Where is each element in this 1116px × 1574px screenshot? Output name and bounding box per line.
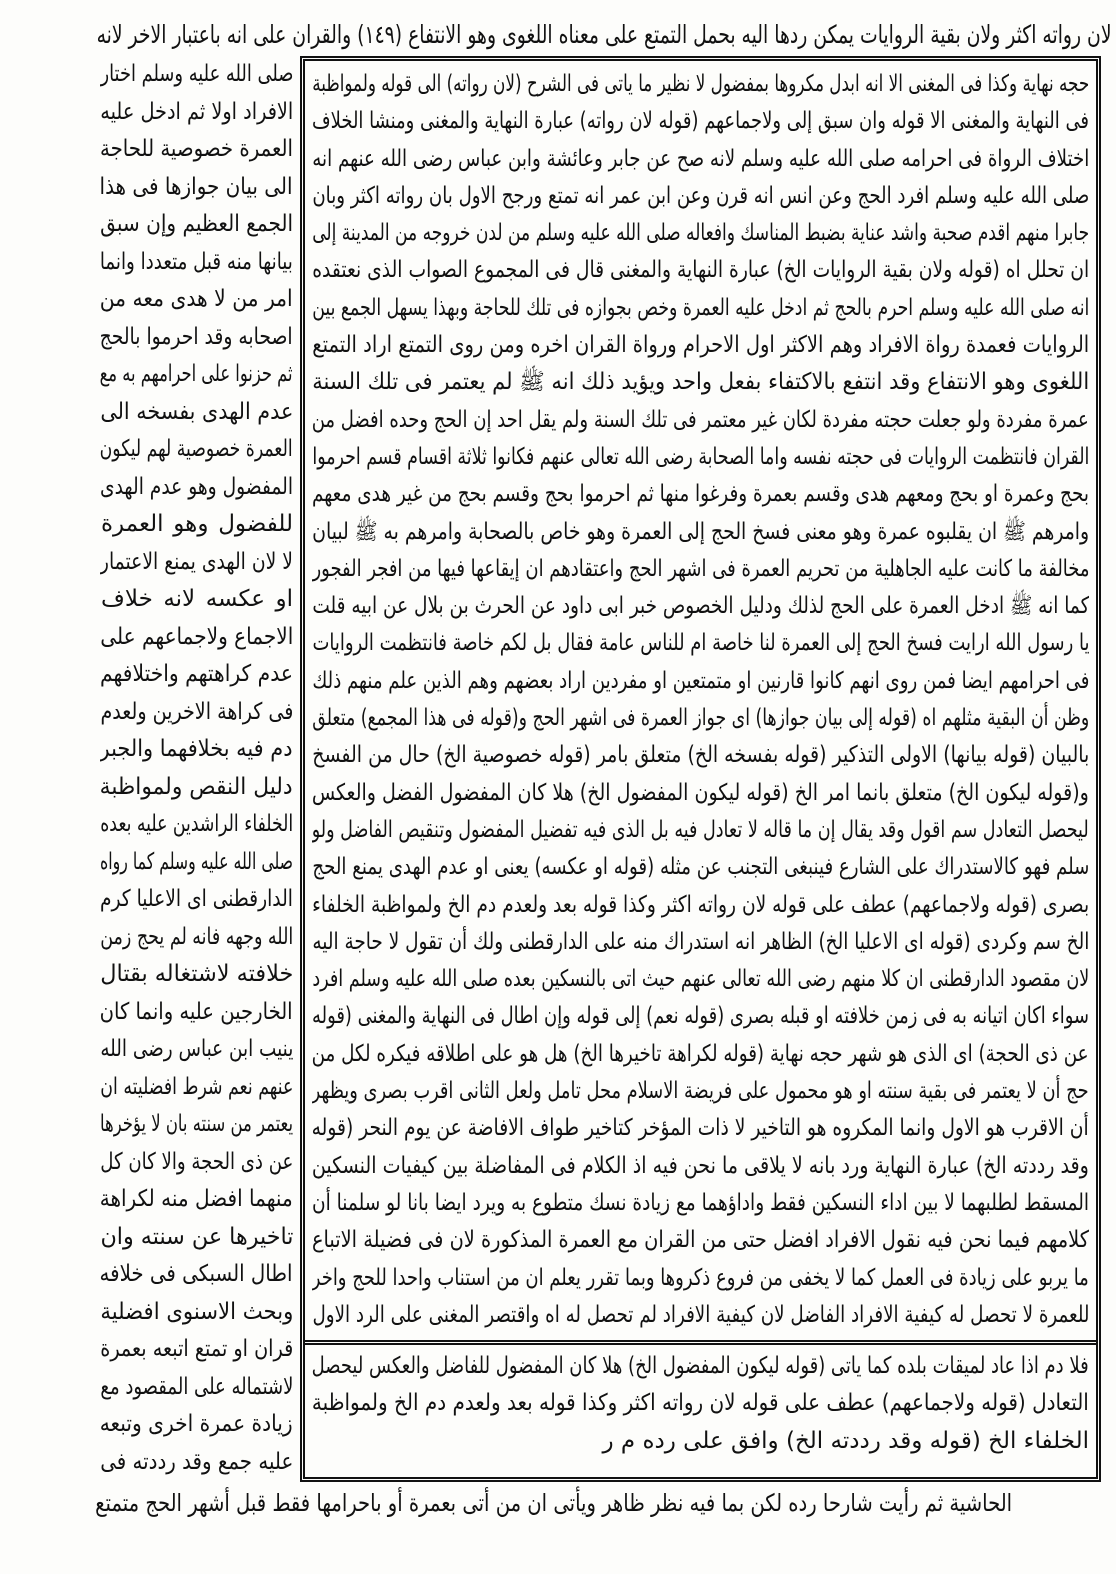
main-text-line-text: صلى الله عليه وسلم اختار xyxy=(100,61,293,87)
main-text-line-text: عليه جمع وقد رددته فى xyxy=(100,1448,293,1475)
commentary-line xyxy=(312,1148,1089,1185)
main-text-line-text: الخلفاء الراشدين عليه بعده xyxy=(100,811,293,837)
main-text-line xyxy=(100,56,293,94)
main-text-line xyxy=(100,1369,293,1407)
main-text-line xyxy=(100,581,293,619)
main-text-line-text: لاشتماله على المقصود مع xyxy=(100,1373,293,1400)
commentary-line-text: فى احرامهم ايضا فمن روى انهم كانوا قارنين او متمتعين او مفردين اراد بعضهم وهم الذين علم منهم ذلك xyxy=(312,667,1089,694)
main-text-line xyxy=(100,1331,293,1369)
main-text-line xyxy=(100,1069,293,1107)
main-text-line-text: بيانها منه قبل متعددا وانما xyxy=(100,248,293,275)
commentary-line xyxy=(312,625,1089,662)
commentary-line xyxy=(312,178,1089,215)
main-text-line xyxy=(100,169,293,207)
main-text-line-text: او عكسه لانه خلاف xyxy=(101,586,293,612)
commentary-line xyxy=(312,514,1089,551)
main-text-line xyxy=(100,1031,293,1069)
commentary-line-text: سواء اكان اتيانه به فى زمن خلافته او قبله بصرى (قوله نعم) إلى قوله وإن اطال فى النهاية والمغنى (قوله xyxy=(312,1003,1089,1030)
commentary-line xyxy=(312,439,1089,476)
main-text-line xyxy=(100,394,293,432)
main-text-line-text: للفضول وهو العمرة xyxy=(101,511,293,537)
commentary-line-text: الخ سم وكردى (قوله اى الاعليا الخ) الظاهر انه استدراك منه على الدارقطنى ولك أن تقول لا حاجة اليه xyxy=(312,928,1089,955)
commentary-line xyxy=(312,737,1089,774)
main-text-line-text: الى بيان جوازها فى هذا xyxy=(100,173,293,200)
commentary-line-text: كما انه ﷺ ادخل العمرة على الحج لذلك ودليل الخصوص خبر ابى داود عن الحرث بن بلال عن ابيه قلت xyxy=(312,593,1089,620)
main-text-line-text: اطال السبكى فى خلافه xyxy=(100,1261,293,1287)
main-text-line xyxy=(100,919,293,957)
commentary-line-text: مخالفة ما كانت عليه الجاهلية من تحريم العمرة فى اشهر الحج واعتقادهم ان إيقاعها فيها من افجر الفجور xyxy=(312,555,1089,582)
main-text-line-text: دليل النقص ولمواظبة xyxy=(100,773,293,800)
commentary-line xyxy=(312,849,1089,886)
commentary-line xyxy=(312,252,1089,289)
main-text-line-text: لا لان الهدى يمنع الاعتمار xyxy=(100,548,293,575)
commentary-line xyxy=(312,1185,1089,1222)
commentary-line xyxy=(312,1110,1089,1147)
commentary-line xyxy=(312,290,1089,327)
commentary-line-text: وامرهم ﷺ ان يقلبوه عمرة وهو معنى فسخ الحج إلى العمرة وهو خاص بالصحابة وامرهم به ﷺ لبيان xyxy=(312,518,1089,545)
commentary-line-text: حج أن لا يعتمر فى بقية سنته او هو محمول على فريضة الاسلام محل تامل ولعل الثانى اقرب بصرى ويظهر xyxy=(312,1078,1089,1105)
main-text-line xyxy=(100,1181,293,1219)
main-text-line-text: امر من لا هدى معه من xyxy=(100,286,293,312)
sub-commentary-line xyxy=(312,1423,1089,1460)
main-text-footer-text: الحاشية ثم رأيت شارحا رده لكن بما فيه نظر ظاهر ويأتى ان من أتى بعمرة أو باحرامها فقط قبل أشهر الحج متمتع xyxy=(95,1489,1012,1517)
main-text-line xyxy=(100,731,293,769)
commentary-line-text: للعمرة لا تحصل له كيفية الافراد الفاضل لان كيفية الافراد لم تحصل له اه واقتصر المغنى على الرد الاول xyxy=(312,1301,1089,1328)
commentary-line-text: فى النهاية والمغنى الا قوله وان سبق إلى ولاجماعهم (قوله لان رواته) عبارة النهاية والمغنى ومنشا الخلاف xyxy=(312,108,1089,135)
main-text-line-text: عدم الهدى بفسخه الى xyxy=(100,398,293,425)
main-text-line-text: الله وجهه فانه لم يحج زمن xyxy=(100,923,293,950)
main-text-line xyxy=(100,656,293,694)
main-text-line-text: ينيب ابن عباس رضى الله xyxy=(100,1036,293,1062)
commentary-line xyxy=(312,663,1089,700)
commentary-line-text: لان مقصود الدارقطنى ان كلا منهم رضى الله تعالى عنهم حيث اتى بالنسكين بعده صلى الله عليه وسلم افرد xyxy=(312,966,1089,993)
main-text-line xyxy=(100,694,293,732)
main-text-line xyxy=(100,956,293,994)
main-text-line-text: يعتمر من سنته بان لا يؤخرها xyxy=(100,1111,293,1137)
commentary-line-text: عن ذى الحجة) اى الذى هو شهر حجه نهاية (قوله لكراهة تاخيرها الخ) هل هو على اطلاقه فيكره لكل من xyxy=(312,1040,1089,1067)
main-text-line xyxy=(100,506,293,544)
main-text-line xyxy=(100,994,293,1032)
running-header xyxy=(97,16,1112,54)
main-text-line-text: عنهم نعم شرط افضليته ان xyxy=(100,1073,293,1100)
main-text-line-text: الجمع العظيم وإن سبق xyxy=(100,211,293,237)
commentary-upper xyxy=(312,66,1089,1334)
main-text-line-text: المفضول وهو عدم الهدى xyxy=(100,473,293,500)
commentary-line xyxy=(312,327,1089,364)
sub-commentary-line-text: فلا دم اذا عاد لميقات بلده كما ياتى (قوله ليكون المفضول الخ) هلا كان المفضول للفاضل والعكس ليحصل xyxy=(312,1353,1089,1379)
sub-commentary-line xyxy=(312,1385,1089,1422)
sub-commentary-line xyxy=(312,1348,1089,1385)
commentary-line xyxy=(312,1297,1089,1334)
commentary-line-text: بالبيان (قوله بيانها) الاولى التذكير (قوله بفسخه الخ) متعلق بامر (قوله خصوصية الخ) حال من الفسخ xyxy=(312,742,1089,769)
commentary-line xyxy=(312,1036,1089,1073)
commentary-line xyxy=(312,812,1089,849)
commentary-line xyxy=(312,775,1089,812)
main-text-line xyxy=(100,1144,293,1182)
header-text-left: والقران على انه باعتبار الاخر لانه xyxy=(97,20,352,49)
commentary-line-text: و(قوله ليكون الخ) متعلق بانما امر الخ (قوله ليكون المفضول الخ) هلا كان المفضول الفضل والعكس xyxy=(312,779,1089,806)
commentary-line xyxy=(312,476,1089,513)
main-text-line xyxy=(100,619,293,657)
main-text-line xyxy=(100,1219,293,1257)
main-text-line-text: العمرة خصوصية للحاجة xyxy=(100,136,293,162)
section-divider xyxy=(305,1340,1096,1345)
commentary-line xyxy=(312,1222,1089,1259)
commentary-line-text: اللغوى وهو الانتفاع وقد انتفع بالاكتفاء بفعل واحد ويؤيد ذلك انه ﷺ لم يعتمر فى تلك السنة xyxy=(312,369,1089,396)
main-text-line-text: خلافته لاشتغاله بقتال xyxy=(100,961,293,987)
main-text-column xyxy=(100,56,293,1481)
main-text-line xyxy=(100,1256,293,1294)
main-text-line xyxy=(100,244,293,282)
commentary-line xyxy=(312,1073,1089,1110)
main-text-line-text: الاجماع ولاجماعهم على xyxy=(100,623,293,650)
main-text-line-text: دم فيه بخلافهما والجبر xyxy=(100,736,293,762)
commentary-line-text: اختلاف الرواة فى احرامه صلى الله عليه وسلم لانه صح عن جابر وعائشة وابن عباس رضى الله عنهم انه xyxy=(312,145,1089,172)
header-text-right: لان رواته اكثر ولان بقية الروايات يمكن ردها اليه بحمل التمتع على معناه اللغوى وهو الانتفاع xyxy=(408,20,1112,49)
main-text-line-text: قران او تمتع اتبعه بعمرة xyxy=(100,1336,293,1362)
main-text-line xyxy=(100,206,293,244)
commentary-line xyxy=(312,141,1089,178)
main-text-line-text: منهما افضل منه لكراهة xyxy=(100,1186,293,1212)
main-text-line-text: ثم حزنوا على احرامهم به مع xyxy=(100,361,293,387)
main-text-line xyxy=(100,844,293,882)
commentary-line-text: انه صلى الله عليه وسلم احرم بالحج ثم ادخل عليه العمرة وخص بجوازه فى تلك للحاجة وبهذا يسهل الجمع بين xyxy=(312,294,1089,321)
commentary-lower xyxy=(312,1348,1089,1460)
main-text-line-text: العمرة خصوصية لهم ليكون xyxy=(100,436,293,462)
main-text-line-text: عن ذى الحجة والا كان كل xyxy=(100,1148,293,1175)
commentary-line xyxy=(312,215,1089,252)
commentary-line-text: بحج وعمرة او بحج ومعهم هدى وقسم بعمرة وفرغوا منها ثم احرموا بحج وقسم بحج من غير هدى معهم xyxy=(312,481,1089,508)
main-text-line xyxy=(100,1444,293,1482)
commentary-line xyxy=(312,1260,1089,1297)
commentary-line-text: وظن أن البقية مثلهم اه (قوله إلى بيان جوازها) اى جواز العمرة فى اشهر الحج و(قوله فى هذا المجمع) متعلق xyxy=(312,705,1089,732)
commentary-line-text: صلى الله عليه وسلم افرد الحج وعن انس انه قرن وعن ابن عمر انه تمتع ورجح الاول بان رواته اكثر وبان xyxy=(312,182,1089,209)
commentary-line-text: المسقط لطلبهما لا بين اداء النسكين فقط واداؤهما مع زيادة نسك متطوع به ويرد ايضا بانا لو سلمنا أن xyxy=(312,1189,1089,1216)
main-text-line xyxy=(100,356,293,394)
commentary-line xyxy=(312,588,1089,625)
running-header-text xyxy=(97,16,1112,54)
main-text-line xyxy=(100,544,293,582)
main-text-line-text: الخارجين عليه وانما كان xyxy=(100,998,293,1025)
main-text-line-text: عدم كراهتهم واختلافهم xyxy=(100,661,293,687)
main-text-line xyxy=(100,431,293,469)
commentary-line-text: كلامهم فيما نحن فيه نقول الافراد افضل حتى من القران مع العمرة المذكورة لان فى فضيلة الاتباع xyxy=(312,1227,1089,1254)
commentary-line xyxy=(312,402,1089,439)
main-text-line xyxy=(100,881,293,919)
commentary-line xyxy=(312,924,1089,961)
commentary-line xyxy=(312,103,1089,140)
commentary-line-text: بصرى (قوله ولاجماعهم) عطف على قوله لان رواته اكثر وكذا قوله بعد ولعدم دم الخ ولمواظبة الخلفاء xyxy=(312,891,1089,918)
commentary-line-text: يا رسول الله ارايت فسخ الحج إلى العمرة لنا خاصة ام للناس عامة فقال بل لكم خاصة فانتظمت الروايات xyxy=(312,630,1089,657)
commentary-line xyxy=(312,961,1089,998)
main-text-line-text: فى كراهة الاخرين ولعدم xyxy=(100,698,293,725)
main-text-line-text: تاخيرها عن سنته وان xyxy=(100,1223,293,1250)
commentary-line-text: أن الاقرب هو الاول وانما المكروه هو التاخير لا ذات المؤخر كتاخير طواف الافاضة عن يوم النحر (قوله xyxy=(312,1115,1089,1142)
commentary-line-text: الروايات فعمدة رواة الافراد وهم الاكثر اول الاحرام ورواة القران اخره ومن روى التمتع اراد التمتع xyxy=(312,332,1089,359)
sub-commentary-line-text: الخلفاء الخ (قوله وقد رددته الخ) وافق على رده م ر xyxy=(602,1427,1089,1454)
main-text-line-text: الدارقطنى اى الاعليا كرم xyxy=(100,886,293,912)
main-text-line xyxy=(100,94,293,132)
commentary-line xyxy=(312,998,1089,1035)
main-text-line-text: اصحابه وقد احرموا بالحج xyxy=(100,323,293,350)
commentary-line-text: سلم فهو كالاستدراك على الشارع فينبغى التجنب عن مثله (قوله او عكسه) يعنى او عدم الهدى يمنع الحج xyxy=(312,854,1089,881)
main-text-line xyxy=(100,469,293,507)
main-text-line xyxy=(100,1106,293,1144)
commentary-line-text: ما يربو على زيادة فى العمل كما لا يخفى من فروع ذكروها وبما تقرر يعلم ان من استناب واحدا للحج واخر xyxy=(312,1264,1089,1291)
main-text-line-text: زيادة عمرة اخرى وتبعه xyxy=(100,1411,293,1437)
main-text-line xyxy=(100,1294,293,1332)
commentary-line xyxy=(312,700,1089,737)
main-text-line xyxy=(100,281,293,319)
main-text-line xyxy=(100,319,293,357)
main-text-footer-line xyxy=(95,1484,1012,1522)
commentary-line-text: القران فانتظمت الروايات فى حجته نفسه واما الصحابة رضى الله تعالى عنهم فكانوا ثلاثة اقسام قسم احرموا xyxy=(312,443,1089,470)
commentary-line-text: حجه نهاية وكذا فى المغنى الا انه ابدل مكروها بمفضول لا نظير ما ياتى فى الشرح (لان رواته) الى قوله ولمواظبة xyxy=(312,71,1089,97)
page-number: (١٤٩) xyxy=(357,20,403,49)
sub-commentary-line-text: التعادل (قوله ولاجماعهم) عطف على قوله لان رواته اكثر وكذا قوله بعد ولعدم دم الخ ولمواظبة xyxy=(312,1390,1089,1417)
main-text-line-text: الافراد اولا ثم ادخل عليه xyxy=(100,98,293,125)
main-text-line xyxy=(100,806,293,844)
main-text-line-text: وبحث الاسنوى افضلية xyxy=(100,1298,293,1325)
commentary-line-text: وقد رددته الخ) عبارة النهاية ورد بانه لا يلاقى ما نحن فيه اذ الكلام فى المفاضلة بين كيفيات النسكين xyxy=(312,1152,1089,1179)
main-text-line xyxy=(100,131,293,169)
main-text-line xyxy=(100,769,293,807)
commentary-line xyxy=(312,364,1089,401)
commentary-line xyxy=(312,66,1089,103)
commentary-line xyxy=(312,887,1089,924)
commentary-line-text: عمرة مفردة ولو جعلت حجته مفردة لكان غير معتمر فى تلك السنة ولم يقل احد إن الحج وحده افضل من xyxy=(312,406,1089,433)
commentary-line-text: ان تحلل اه (قوله ولان بقية الروايات الخ) عبارة النهاية والمغنى قال فى المجموع الصواب الذى نعتقده xyxy=(312,257,1089,284)
commentary-line xyxy=(312,551,1089,588)
main-text-line xyxy=(100,1406,293,1444)
commentary-line-text: جابرا منهم اقدم صحبة واشد عناية بضبط المناسك وافعاله صلى الله عليه وسلم من لدن خروجه من المدينة إلى xyxy=(312,220,1089,247)
commentary-box xyxy=(300,56,1101,1482)
main-text-line-text: صلى الله عليه وسلم كما رواه xyxy=(100,848,293,875)
commentary-line-text: ليحصل التعادل سم اقول وقد يقال إن ما قاله لا تعادل فيه بل الذى فيه تفضيل المفضول وتنقيص الفاضل ولو xyxy=(312,816,1089,843)
